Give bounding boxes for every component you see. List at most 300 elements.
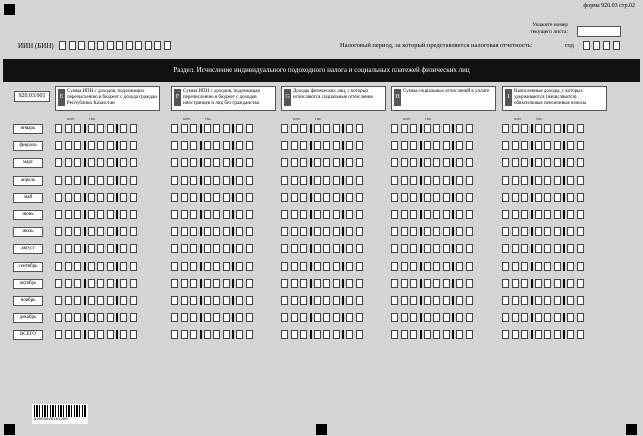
amount-digit-cell[interactable] <box>223 330 230 339</box>
amount-digit-cell[interactable] <box>401 313 408 322</box>
amount-digit-cell[interactable] <box>171 210 178 219</box>
amount-digit-cell[interactable] <box>410 330 417 339</box>
amount-digit-cell[interactable] <box>236 296 243 305</box>
amount-digit-cell[interactable] <box>466 227 473 236</box>
amount-digit-cell[interactable] <box>204 227 211 236</box>
amount-digit-cell[interactable] <box>535 141 542 150</box>
amount-digit-cell[interactable] <box>246 330 253 339</box>
amount-digit-cell[interactable] <box>567 210 574 219</box>
amount-digit-cell[interactable] <box>424 244 431 253</box>
amount-digit-cell[interactable] <box>65 193 72 202</box>
amount-digit-cell[interactable] <box>401 210 408 219</box>
amount-digit-cell[interactable] <box>356 296 363 305</box>
amount-digit-cell[interactable] <box>456 313 463 322</box>
amount-digit-cell[interactable] <box>223 227 230 236</box>
amount-digit-cell[interactable] <box>521 227 528 236</box>
amount-digit-cell[interactable] <box>356 141 363 150</box>
amount-digit-cell[interactable] <box>204 313 211 322</box>
amount-digit-cell[interactable] <box>424 227 431 236</box>
amount-digit-cell[interactable] <box>443 296 450 305</box>
amount-digit-cell[interactable] <box>97 313 104 322</box>
amount-digit-cell[interactable] <box>502 227 509 236</box>
amount-digit-cell[interactable] <box>323 330 330 339</box>
year-digit-cell[interactable] <box>593 41 600 50</box>
iin-digit-cell[interactable] <box>145 41 152 50</box>
amount-digit-cell[interactable] <box>456 124 463 133</box>
amount-digit-cell[interactable] <box>291 313 298 322</box>
amount-digit-cell[interactable] <box>456 210 463 219</box>
amount-digit-cell[interactable] <box>107 330 114 339</box>
amount-digit-cell[interactable] <box>55 193 62 202</box>
amount-digit-cell[interactable] <box>181 158 188 167</box>
amount-digit-cell[interactable] <box>190 158 197 167</box>
amount-digit-cell[interactable] <box>300 244 307 253</box>
amount-digit-cell[interactable] <box>65 124 72 133</box>
amount-digit-cell[interactable] <box>236 244 243 253</box>
amount-digit-cell[interactable] <box>466 210 473 219</box>
amount-digit-cell[interactable] <box>466 141 473 150</box>
amount-digit-cell[interactable] <box>291 176 298 185</box>
amount-digit-cell[interactable] <box>65 227 72 236</box>
amount-digit-cell[interactable] <box>281 279 288 288</box>
amount-digit-cell[interactable] <box>577 330 584 339</box>
amount-digit-cell[interactable] <box>443 244 450 253</box>
amount-digit-cell[interactable] <box>544 330 551 339</box>
amount-digit-cell[interactable] <box>130 296 137 305</box>
amount-digit-cell[interactable] <box>512 313 519 322</box>
amount-digit-cell[interactable] <box>213 313 220 322</box>
amount-digit-cell[interactable] <box>88 210 95 219</box>
amount-digit-cell[interactable] <box>300 279 307 288</box>
amount-digit-cell[interactable] <box>521 330 528 339</box>
amount-digit-cell[interactable] <box>443 279 450 288</box>
amount-digit-cell[interactable] <box>55 296 62 305</box>
amount-digit-cell[interactable] <box>502 262 509 271</box>
amount-digit-cell[interactable] <box>521 158 528 167</box>
amount-digit-cell[interactable] <box>97 210 104 219</box>
amount-digit-cell[interactable] <box>97 158 104 167</box>
amount-digit-cell[interactable] <box>577 158 584 167</box>
amount-digit-cell[interactable] <box>181 210 188 219</box>
amount-digit-cell[interactable] <box>190 210 197 219</box>
amount-digit-cell[interactable] <box>120 141 127 150</box>
amount-digit-cell[interactable] <box>213 227 220 236</box>
amount-digit-cell[interactable] <box>544 313 551 322</box>
amount-digit-cell[interactable] <box>204 124 211 133</box>
amount-digit-cell[interactable] <box>181 262 188 271</box>
amount-digit-cell[interactable] <box>401 141 408 150</box>
year-digit-cell[interactable] <box>583 41 590 50</box>
amount-digit-cell[interactable] <box>502 158 509 167</box>
amount-digit-cell[interactable] <box>424 210 431 219</box>
amount-digit-cell[interactable] <box>190 227 197 236</box>
amount-digit-cell[interactable] <box>512 124 519 133</box>
amount-digit-cell[interactable] <box>466 158 473 167</box>
amount-digit-cell[interactable] <box>97 124 104 133</box>
amount-digit-cell[interactable] <box>107 244 114 253</box>
amount-digit-cell[interactable] <box>120 330 127 339</box>
amount-digit-cell[interactable] <box>502 296 509 305</box>
amount-digit-cell[interactable] <box>236 227 243 236</box>
amount-digit-cell[interactable] <box>236 313 243 322</box>
amount-digit-cell[interactable] <box>456 158 463 167</box>
amount-digit-cell[interactable] <box>314 262 321 271</box>
amount-digit-cell[interactable] <box>577 296 584 305</box>
amount-digit-cell[interactable] <box>521 193 528 202</box>
amount-digit-cell[interactable] <box>391 193 398 202</box>
amount-digit-cell[interactable] <box>88 244 95 253</box>
amount-digit-cell[interactable] <box>97 330 104 339</box>
amount-digit-cell[interactable] <box>291 279 298 288</box>
amount-digit-cell[interactable] <box>577 262 584 271</box>
amount-digit-cell[interactable] <box>204 330 211 339</box>
amount-digit-cell[interactable] <box>391 296 398 305</box>
amount-digit-cell[interactable] <box>410 176 417 185</box>
amount-digit-cell[interactable] <box>466 244 473 253</box>
amount-digit-cell[interactable] <box>281 210 288 219</box>
amount-digit-cell[interactable] <box>120 193 127 202</box>
amount-digit-cell[interactable] <box>246 158 253 167</box>
amount-digit-cell[interactable] <box>55 227 62 236</box>
amount-digit-cell[interactable] <box>300 313 307 322</box>
amount-digit-cell[interactable] <box>433 158 440 167</box>
amount-digit-cell[interactable] <box>171 279 178 288</box>
amount-digit-cell[interactable] <box>291 141 298 150</box>
amount-digit-cell[interactable] <box>88 227 95 236</box>
amount-digit-cell[interactable] <box>433 244 440 253</box>
amount-digit-cell[interactable] <box>120 313 127 322</box>
amount-digit-cell[interactable] <box>130 193 137 202</box>
amount-digit-cell[interactable] <box>107 262 114 271</box>
amount-digit-cell[interactable] <box>401 244 408 253</box>
amount-digit-cell[interactable] <box>443 330 450 339</box>
amount-digit-cell[interactable] <box>333 141 340 150</box>
amount-digit-cell[interactable] <box>74 313 81 322</box>
amount-digit-cell[interactable] <box>120 279 127 288</box>
amount-digit-cell[interactable] <box>554 313 561 322</box>
amount-digit-cell[interactable] <box>65 279 72 288</box>
amount-digit-cell[interactable] <box>502 244 509 253</box>
amount-digit-cell[interactable] <box>554 193 561 202</box>
amount-digit-cell[interactable] <box>433 210 440 219</box>
amount-digit-cell[interactable] <box>544 279 551 288</box>
amount-digit-cell[interactable] <box>291 124 298 133</box>
amount-digit-cell[interactable] <box>190 330 197 339</box>
amount-digit-cell[interactable] <box>213 176 220 185</box>
amount-digit-cell[interactable] <box>391 141 398 150</box>
amount-digit-cell[interactable] <box>443 227 450 236</box>
amount-digit-cell[interactable] <box>74 176 81 185</box>
amount-digit-cell[interactable] <box>456 244 463 253</box>
amount-digit-cell[interactable] <box>204 176 211 185</box>
amount-digit-cell[interactable] <box>120 296 127 305</box>
amount-digit-cell[interactable] <box>314 296 321 305</box>
amount-digit-cell[interactable] <box>391 279 398 288</box>
amount-digit-cell[interactable] <box>456 193 463 202</box>
amount-digit-cell[interactable] <box>512 141 519 150</box>
amount-digit-cell[interactable] <box>554 141 561 150</box>
iin-digit-cell[interactable] <box>97 41 104 50</box>
amount-digit-cell[interactable] <box>554 262 561 271</box>
amount-digit-cell[interactable] <box>236 193 243 202</box>
amount-digit-cell[interactable] <box>521 262 528 271</box>
amount-digit-cell[interactable] <box>130 279 137 288</box>
amount-digit-cell[interactable] <box>346 313 353 322</box>
amount-digit-cell[interactable] <box>171 193 178 202</box>
amount-digit-cell[interactable] <box>466 176 473 185</box>
amount-digit-cell[interactable] <box>544 193 551 202</box>
amount-digit-cell[interactable] <box>323 124 330 133</box>
amount-digit-cell[interactable] <box>443 210 450 219</box>
amount-digit-cell[interactable] <box>314 193 321 202</box>
amount-digit-cell[interactable] <box>512 176 519 185</box>
amount-digit-cell[interactable] <box>502 141 509 150</box>
amount-digit-cell[interactable] <box>433 124 440 133</box>
amount-digit-cell[interactable] <box>323 279 330 288</box>
amount-digit-cell[interactable] <box>577 193 584 202</box>
amount-digit-cell[interactable] <box>300 210 307 219</box>
amount-digit-cell[interactable] <box>55 330 62 339</box>
amount-digit-cell[interactable] <box>401 193 408 202</box>
amount-digit-cell[interactable] <box>88 193 95 202</box>
amount-digit-cell[interactable] <box>346 141 353 150</box>
amount-digit-cell[interactable] <box>391 176 398 185</box>
amount-digit-cell[interactable] <box>333 227 340 236</box>
amount-digit-cell[interactable] <box>521 279 528 288</box>
amount-digit-cell[interactable] <box>223 158 230 167</box>
amount-digit-cell[interactable] <box>356 158 363 167</box>
amount-digit-cell[interactable] <box>544 210 551 219</box>
amount-digit-cell[interactable] <box>410 227 417 236</box>
amount-digit-cell[interactable] <box>190 176 197 185</box>
amount-digit-cell[interactable] <box>314 313 321 322</box>
amount-digit-cell[interactable] <box>333 262 340 271</box>
amount-digit-cell[interactable] <box>356 193 363 202</box>
amount-digit-cell[interactable] <box>291 227 298 236</box>
amount-digit-cell[interactable] <box>130 244 137 253</box>
amount-digit-cell[interactable] <box>401 176 408 185</box>
amount-digit-cell[interactable] <box>535 296 542 305</box>
amount-digit-cell[interactable] <box>424 262 431 271</box>
amount-digit-cell[interactable] <box>410 279 417 288</box>
amount-digit-cell[interactable] <box>333 330 340 339</box>
amount-digit-cell[interactable] <box>391 227 398 236</box>
amount-digit-cell[interactable] <box>577 141 584 150</box>
amount-digit-cell[interactable] <box>356 262 363 271</box>
amount-digit-cell[interactable] <box>107 313 114 322</box>
amount-digit-cell[interactable] <box>181 193 188 202</box>
amount-digit-cell[interactable] <box>97 141 104 150</box>
amount-digit-cell[interactable] <box>88 313 95 322</box>
amount-digit-cell[interactable] <box>410 193 417 202</box>
amount-digit-cell[interactable] <box>443 262 450 271</box>
amount-digit-cell[interactable] <box>65 244 72 253</box>
amount-digit-cell[interactable] <box>456 176 463 185</box>
amount-digit-cell[interactable] <box>544 176 551 185</box>
amount-digit-cell[interactable] <box>567 330 574 339</box>
amount-digit-cell[interactable] <box>554 210 561 219</box>
amount-digit-cell[interactable] <box>107 124 114 133</box>
amount-digit-cell[interactable] <box>535 176 542 185</box>
amount-digit-cell[interactable] <box>410 296 417 305</box>
amount-digit-cell[interactable] <box>333 124 340 133</box>
amount-digit-cell[interactable] <box>181 296 188 305</box>
amount-digit-cell[interactable] <box>88 296 95 305</box>
amount-digit-cell[interactable] <box>107 210 114 219</box>
amount-digit-cell[interactable] <box>323 227 330 236</box>
amount-digit-cell[interactable] <box>171 244 178 253</box>
amount-digit-cell[interactable] <box>401 262 408 271</box>
amount-digit-cell[interactable] <box>410 210 417 219</box>
amount-digit-cell[interactable] <box>300 176 307 185</box>
amount-digit-cell[interactable] <box>323 244 330 253</box>
amount-digit-cell[interactable] <box>223 176 230 185</box>
amount-digit-cell[interactable] <box>521 176 528 185</box>
amount-digit-cell[interactable] <box>466 262 473 271</box>
amount-digit-cell[interactable] <box>204 296 211 305</box>
amount-digit-cell[interactable] <box>291 210 298 219</box>
amount-digit-cell[interactable] <box>204 279 211 288</box>
amount-digit-cell[interactable] <box>535 330 542 339</box>
amount-digit-cell[interactable] <box>443 158 450 167</box>
amount-digit-cell[interactable] <box>300 262 307 271</box>
amount-digit-cell[interactable] <box>65 158 72 167</box>
amount-digit-cell[interactable] <box>213 141 220 150</box>
amount-digit-cell[interactable] <box>401 158 408 167</box>
amount-digit-cell[interactable] <box>236 158 243 167</box>
amount-digit-cell[interactable] <box>512 262 519 271</box>
amount-digit-cell[interactable] <box>502 193 509 202</box>
amount-digit-cell[interactable] <box>171 176 178 185</box>
amount-digit-cell[interactable] <box>410 141 417 150</box>
amount-digit-cell[interactable] <box>74 227 81 236</box>
amount-digit-cell[interactable] <box>130 313 137 322</box>
amount-digit-cell[interactable] <box>213 193 220 202</box>
amount-digit-cell[interactable] <box>281 141 288 150</box>
amount-digit-cell[interactable] <box>204 158 211 167</box>
amount-digit-cell[interactable] <box>443 176 450 185</box>
amount-digit-cell[interactable] <box>346 296 353 305</box>
amount-digit-cell[interactable] <box>97 244 104 253</box>
amount-digit-cell[interactable] <box>544 296 551 305</box>
amount-digit-cell[interactable] <box>181 124 188 133</box>
amount-digit-cell[interactable] <box>443 313 450 322</box>
amount-digit-cell[interactable] <box>190 296 197 305</box>
amount-digit-cell[interactable] <box>74 141 81 150</box>
amount-digit-cell[interactable] <box>281 176 288 185</box>
amount-digit-cell[interactable] <box>97 262 104 271</box>
amount-digit-cell[interactable] <box>456 227 463 236</box>
amount-digit-cell[interactable] <box>88 176 95 185</box>
amount-digit-cell[interactable] <box>74 124 81 133</box>
amount-digit-cell[interactable] <box>223 124 230 133</box>
amount-digit-cell[interactable] <box>190 313 197 322</box>
amount-digit-cell[interactable] <box>346 176 353 185</box>
amount-digit-cell[interactable] <box>424 176 431 185</box>
amount-digit-cell[interactable] <box>433 193 440 202</box>
amount-digit-cell[interactable] <box>401 227 408 236</box>
amount-digit-cell[interactable] <box>554 158 561 167</box>
amount-digit-cell[interactable] <box>535 124 542 133</box>
amount-digit-cell[interactable] <box>391 313 398 322</box>
amount-digit-cell[interactable] <box>567 193 574 202</box>
amount-digit-cell[interactable] <box>65 313 72 322</box>
amount-digit-cell[interactable] <box>213 262 220 271</box>
amount-digit-cell[interactable] <box>88 262 95 271</box>
amount-digit-cell[interactable] <box>577 313 584 322</box>
amount-digit-cell[interactable] <box>223 244 230 253</box>
amount-digit-cell[interactable] <box>65 176 72 185</box>
amount-digit-cell[interactable] <box>88 124 95 133</box>
amount-digit-cell[interactable] <box>443 141 450 150</box>
amount-digit-cell[interactable] <box>120 176 127 185</box>
amount-digit-cell[interactable] <box>567 262 574 271</box>
amount-digit-cell[interactable] <box>130 262 137 271</box>
amount-digit-cell[interactable] <box>535 227 542 236</box>
amount-digit-cell[interactable] <box>391 158 398 167</box>
amount-digit-cell[interactable] <box>246 141 253 150</box>
amount-digit-cell[interactable] <box>554 279 561 288</box>
amount-digit-cell[interactable] <box>333 244 340 253</box>
amount-digit-cell[interactable] <box>236 124 243 133</box>
amount-digit-cell[interactable] <box>323 141 330 150</box>
amount-digit-cell[interactable] <box>466 330 473 339</box>
amount-digit-cell[interactable] <box>512 193 519 202</box>
amount-digit-cell[interactable] <box>55 279 62 288</box>
amount-digit-cell[interactable] <box>410 313 417 322</box>
amount-digit-cell[interactable] <box>554 296 561 305</box>
amount-digit-cell[interactable] <box>314 141 321 150</box>
amount-digit-cell[interactable] <box>410 244 417 253</box>
amount-digit-cell[interactable] <box>190 124 197 133</box>
amount-digit-cell[interactable] <box>323 313 330 322</box>
amount-digit-cell[interactable] <box>502 279 509 288</box>
amount-digit-cell[interactable] <box>65 141 72 150</box>
amount-digit-cell[interactable] <box>281 330 288 339</box>
amount-digit-cell[interactable] <box>107 227 114 236</box>
amount-digit-cell[interactable] <box>107 176 114 185</box>
amount-digit-cell[interactable] <box>107 193 114 202</box>
amount-digit-cell[interactable] <box>65 210 72 219</box>
amount-digit-cell[interactable] <box>410 262 417 271</box>
amount-digit-cell[interactable] <box>204 262 211 271</box>
amount-digit-cell[interactable] <box>314 158 321 167</box>
amount-digit-cell[interactable] <box>65 262 72 271</box>
amount-digit-cell[interactable] <box>333 158 340 167</box>
amount-digit-cell[interactable] <box>433 296 440 305</box>
amount-digit-cell[interactable] <box>521 313 528 322</box>
amount-digit-cell[interactable] <box>246 124 253 133</box>
amount-digit-cell[interactable] <box>291 193 298 202</box>
amount-digit-cell[interactable] <box>323 158 330 167</box>
amount-digit-cell[interactable] <box>554 244 561 253</box>
amount-digit-cell[interactable] <box>281 244 288 253</box>
amount-digit-cell[interactable] <box>190 244 197 253</box>
sheet-number-field[interactable] <box>577 26 621 37</box>
amount-digit-cell[interactable] <box>391 244 398 253</box>
amount-digit-cell[interactable] <box>120 124 127 133</box>
amount-digit-cell[interactable] <box>544 141 551 150</box>
amount-digit-cell[interactable] <box>346 210 353 219</box>
amount-digit-cell[interactable] <box>466 124 473 133</box>
amount-digit-cell[interactable] <box>291 262 298 271</box>
amount-digit-cell[interactable] <box>171 124 178 133</box>
amount-digit-cell[interactable] <box>74 193 81 202</box>
amount-digit-cell[interactable] <box>246 244 253 253</box>
amount-digit-cell[interactable] <box>512 227 519 236</box>
amount-digit-cell[interactable] <box>356 330 363 339</box>
amount-digit-cell[interactable] <box>323 176 330 185</box>
